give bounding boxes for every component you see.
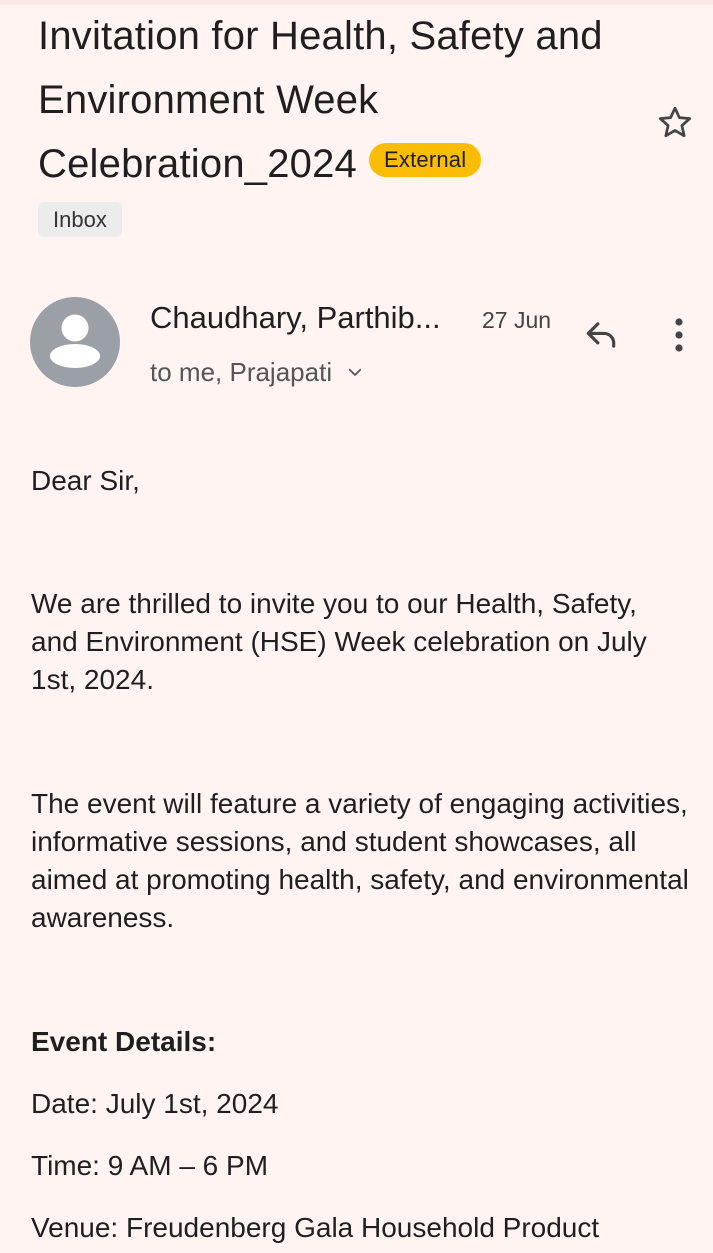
sender-name[interactable]: Chaudhary, Parthib... xyxy=(150,300,441,335)
sender-avatar[interactable] xyxy=(30,297,120,387)
person-icon xyxy=(30,297,120,387)
event-date-line: Date: July 1st, 2024 xyxy=(31,1088,279,1119)
reply-icon xyxy=(582,316,620,354)
external-badge: External xyxy=(369,143,481,177)
reply-button[interactable] xyxy=(580,314,622,356)
more-vertical-icon xyxy=(673,317,685,353)
invite-paragraph: We are thrilled to invite you to our Health, Safety, and Environment (HSE) Week celebration on July 1st, 2024. xyxy=(31,588,647,695)
star-button[interactable] xyxy=(654,102,696,144)
more-options-button[interactable] xyxy=(662,314,696,356)
event-paragraph: The event will feature a variety of engaging activities, informative sessions, and student showcases, all aimed at promoting health, safety, and environmental awareness. xyxy=(31,788,689,933)
email-subject xyxy=(38,4,638,196)
event-time-line: Time: 9 AM – 6 PM xyxy=(31,1150,269,1181)
email-subject-text: Invitation for Health, Safety and Environment Week Celebration_2024 xyxy=(38,14,603,186)
star-outline-icon xyxy=(656,104,694,142)
inbox-label-chip[interactable]: Inbox xyxy=(38,202,122,237)
event-venue-line: Venue: Freudenberg Gala Household Product xyxy=(31,1212,600,1243)
recipients-text: to me, Prajapati xyxy=(150,357,333,387)
sent-date: 27 Jun xyxy=(482,307,552,333)
recipients-toggle[interactable] xyxy=(150,352,364,392)
chevron-down-icon xyxy=(346,363,364,381)
event-details-heading: Event Details: xyxy=(31,1026,217,1057)
greeting-text: Dear Sir, xyxy=(31,465,140,496)
